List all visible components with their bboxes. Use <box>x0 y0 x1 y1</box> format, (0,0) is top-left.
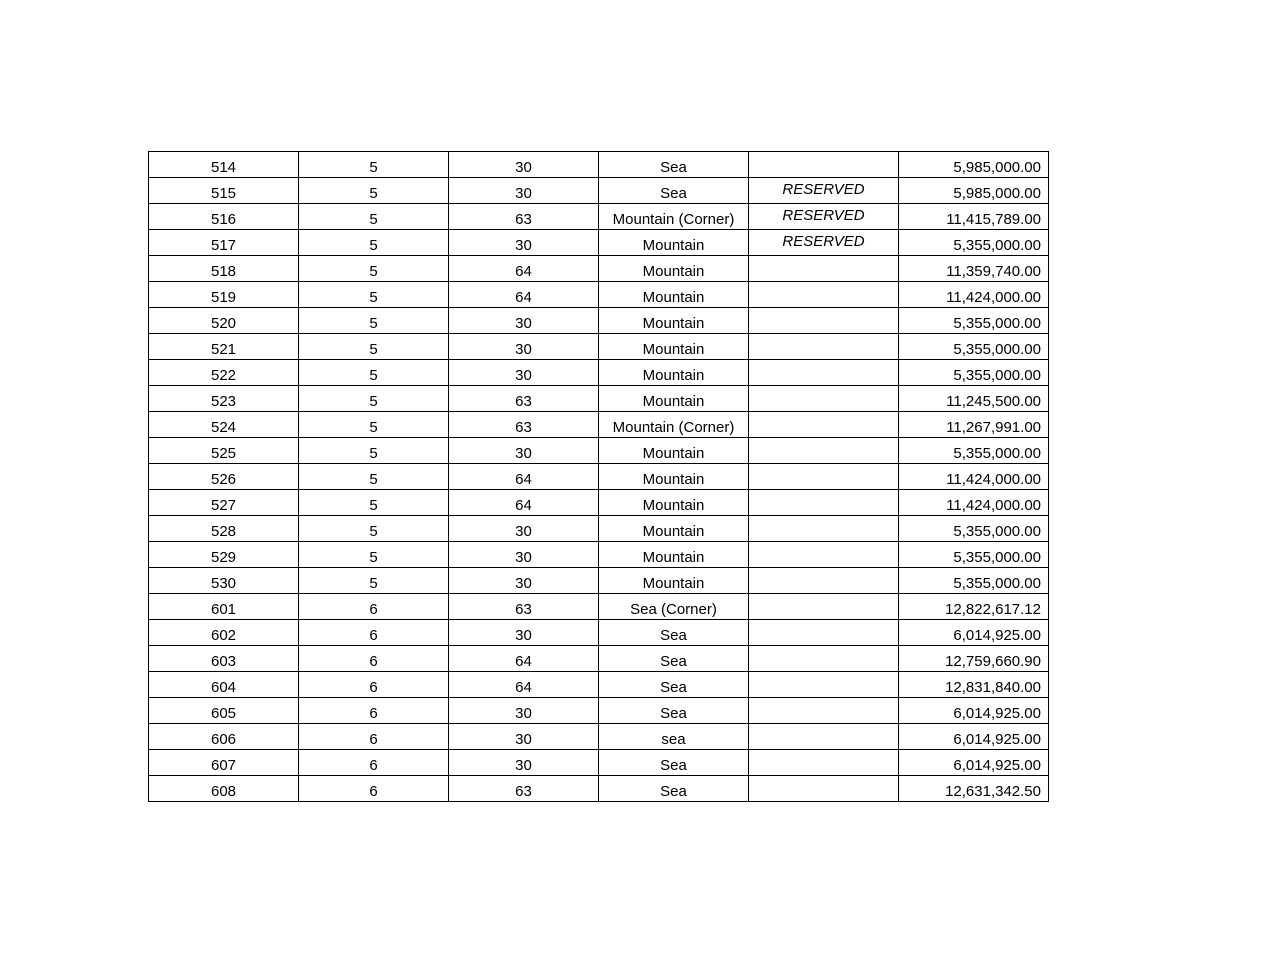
status-cell <box>749 334 899 360</box>
unit-number-cell: 515 <box>149 178 299 204</box>
floor-cell: 5 <box>299 152 449 178</box>
view-cell: Mountain <box>599 360 749 386</box>
price-cell: 5,355,000.00 <box>899 230 1049 256</box>
status-cell <box>749 776 899 802</box>
view-cell: Sea <box>599 698 749 724</box>
floor-cell: 5 <box>299 282 449 308</box>
area-cell: 30 <box>449 360 599 386</box>
floor-cell: 6 <box>299 646 449 672</box>
unit-number-cell: 601 <box>149 594 299 620</box>
area-cell: 30 <box>449 568 599 594</box>
unit-number-cell: 530 <box>149 568 299 594</box>
table-row <box>149 152 1049 178</box>
view-cell: Sea <box>599 178 749 204</box>
floor-cell: 5 <box>299 568 449 594</box>
unit-number-cell: 607 <box>149 750 299 776</box>
area-cell: 63 <box>449 776 599 802</box>
area-cell: 30 <box>449 724 599 750</box>
floor-cell: 5 <box>299 308 449 334</box>
price-cell: 11,424,000.00 <box>899 282 1049 308</box>
view-cell: Mountain <box>599 516 749 542</box>
floor-cell: 5 <box>299 178 449 204</box>
table-row <box>149 438 1049 464</box>
table-row <box>149 230 1049 256</box>
table-row <box>149 750 1049 776</box>
status-cell <box>749 282 899 308</box>
unit-number-cell: 602 <box>149 620 299 646</box>
table-row <box>149 334 1049 360</box>
area-cell: 30 <box>449 334 599 360</box>
price-cell: 5,355,000.00 <box>899 542 1049 568</box>
price-cell: 6,014,925.00 <box>899 724 1049 750</box>
table-row <box>149 360 1049 386</box>
floor-cell: 5 <box>299 360 449 386</box>
price-cell: 6,014,925.00 <box>899 698 1049 724</box>
price-cell: 6,014,925.00 <box>899 620 1049 646</box>
view-cell: Sea <box>599 152 749 178</box>
unit-number-cell: 519 <box>149 282 299 308</box>
table-row <box>149 672 1049 698</box>
status-cell <box>749 386 899 412</box>
status-cell <box>749 490 899 516</box>
area-cell: 30 <box>449 750 599 776</box>
table-row <box>149 204 1049 230</box>
view-cell: Mountain <box>599 568 749 594</box>
price-cell: 5,355,000.00 <box>899 568 1049 594</box>
view-cell: Mountain <box>599 386 749 412</box>
status-cell <box>749 594 899 620</box>
unit-number-cell: 520 <box>149 308 299 334</box>
view-cell: Mountain <box>599 334 749 360</box>
table-row <box>149 776 1049 802</box>
table-row <box>149 256 1049 282</box>
area-cell: 64 <box>449 646 599 672</box>
price-cell: 5,985,000.00 <box>899 152 1049 178</box>
unit-number-cell: 525 <box>149 438 299 464</box>
status-cell <box>749 438 899 464</box>
price-cell: 5,355,000.00 <box>899 308 1049 334</box>
view-cell: Sea <box>599 750 749 776</box>
area-cell: 30 <box>449 620 599 646</box>
unit-number-cell: 603 <box>149 646 299 672</box>
table-row <box>149 646 1049 672</box>
status-cell <box>749 152 899 178</box>
floor-cell: 5 <box>299 386 449 412</box>
area-cell: 64 <box>449 464 599 490</box>
area-cell: 64 <box>449 490 599 516</box>
view-cell: Sea <box>599 646 749 672</box>
area-cell: 64 <box>449 672 599 698</box>
status-cell <box>749 256 899 282</box>
view-cell: Mountain <box>599 542 749 568</box>
area-cell: 30 <box>449 230 599 256</box>
status-cell <box>749 516 899 542</box>
view-cell: Mountain <box>599 490 749 516</box>
table-row <box>149 724 1049 750</box>
status-cell <box>749 568 899 594</box>
view-cell: Mountain (Corner) <box>599 204 749 230</box>
view-cell: Mountain (Corner) <box>599 412 749 438</box>
table-row <box>149 698 1049 724</box>
unit-number-cell: 524 <box>149 412 299 438</box>
view-cell: Sea <box>599 776 749 802</box>
table-row <box>149 542 1049 568</box>
status-cell <box>749 308 899 334</box>
view-cell: Mountain <box>599 282 749 308</box>
table-row <box>149 412 1049 438</box>
status-cell: RESERVED <box>749 178 899 204</box>
table-row <box>149 308 1049 334</box>
table-row <box>149 568 1049 594</box>
price-cell: 5,355,000.00 <box>899 438 1049 464</box>
floor-cell: 6 <box>299 620 449 646</box>
table-row <box>149 178 1049 204</box>
status-cell: RESERVED <box>749 204 899 230</box>
area-cell: 30 <box>449 516 599 542</box>
price-cell: 5,355,000.00 <box>899 516 1049 542</box>
floor-cell: 5 <box>299 542 449 568</box>
view-cell: Mountain <box>599 256 749 282</box>
table-row <box>149 490 1049 516</box>
area-cell: 63 <box>449 412 599 438</box>
status-cell <box>749 750 899 776</box>
area-cell: 30 <box>449 542 599 568</box>
view-cell: Mountain <box>599 438 749 464</box>
table-row <box>149 620 1049 646</box>
floor-cell: 5 <box>299 334 449 360</box>
status-cell <box>749 620 899 646</box>
status-cell <box>749 464 899 490</box>
area-cell: 63 <box>449 594 599 620</box>
price-cell: 12,759,660.90 <box>899 646 1049 672</box>
area-cell: 30 <box>449 178 599 204</box>
area-cell: 63 <box>449 386 599 412</box>
unit-number-cell: 605 <box>149 698 299 724</box>
unit-number-cell: 521 <box>149 334 299 360</box>
unit-number-cell: 526 <box>149 464 299 490</box>
price-cell: 11,424,000.00 <box>899 490 1049 516</box>
price-cell: 11,267,991.00 <box>899 412 1049 438</box>
floor-cell: 6 <box>299 776 449 802</box>
view-cell: Sea <box>599 672 749 698</box>
unit-number-cell: 517 <box>149 230 299 256</box>
unit-number-cell: 523 <box>149 386 299 412</box>
table-row <box>149 594 1049 620</box>
view-cell: Mountain <box>599 464 749 490</box>
status-cell <box>749 698 899 724</box>
price-cell: 5,355,000.00 <box>899 334 1049 360</box>
unit-number-cell: 527 <box>149 490 299 516</box>
area-cell: 30 <box>449 438 599 464</box>
price-cell: 11,245,500.00 <box>899 386 1049 412</box>
view-cell: Mountain <box>599 230 749 256</box>
status-cell <box>749 672 899 698</box>
price-cell: 11,424,000.00 <box>899 464 1049 490</box>
floor-cell: 5 <box>299 412 449 438</box>
table-row <box>149 386 1049 412</box>
floor-cell: 6 <box>299 672 449 698</box>
price-cell: 5,355,000.00 <box>899 360 1049 386</box>
area-cell: 63 <box>449 204 599 230</box>
floor-cell: 5 <box>299 516 449 542</box>
unit-price-table <box>148 151 1049 802</box>
price-cell: 12,822,617.12 <box>899 594 1049 620</box>
table-row <box>149 282 1049 308</box>
area-cell: 64 <box>449 256 599 282</box>
unit-number-cell: 608 <box>149 776 299 802</box>
view-cell: Sea (Corner) <box>599 594 749 620</box>
table-row <box>149 464 1049 490</box>
unit-number-cell: 518 <box>149 256 299 282</box>
area-cell: 30 <box>449 308 599 334</box>
floor-cell: 6 <box>299 724 449 750</box>
view-cell: sea <box>599 724 749 750</box>
view-cell: Sea <box>599 620 749 646</box>
unit-number-cell: 529 <box>149 542 299 568</box>
floor-cell: 5 <box>299 204 449 230</box>
status-cell <box>749 646 899 672</box>
floor-cell: 5 <box>299 490 449 516</box>
price-cell: 12,831,840.00 <box>899 672 1049 698</box>
area-cell: 30 <box>449 152 599 178</box>
floor-cell: 6 <box>299 698 449 724</box>
area-cell: 30 <box>449 698 599 724</box>
unit-number-cell: 522 <box>149 360 299 386</box>
status-cell <box>749 412 899 438</box>
floor-cell: 6 <box>299 594 449 620</box>
floor-cell: 6 <box>299 750 449 776</box>
status-cell <box>749 542 899 568</box>
floor-cell: 5 <box>299 464 449 490</box>
status-cell: RESERVED <box>749 230 899 256</box>
price-cell: 6,014,925.00 <box>899 750 1049 776</box>
price-cell: 12,631,342.50 <box>899 776 1049 802</box>
unit-number-cell: 516 <box>149 204 299 230</box>
unit-number-cell: 514 <box>149 152 299 178</box>
unit-number-cell: 604 <box>149 672 299 698</box>
status-cell <box>749 360 899 386</box>
price-cell: 5,985,000.00 <box>899 178 1049 204</box>
area-cell: 64 <box>449 282 599 308</box>
price-cell: 11,359,740.00 <box>899 256 1049 282</box>
unit-price-table-body <box>149 152 1049 802</box>
floor-cell: 5 <box>299 438 449 464</box>
floor-cell: 5 <box>299 230 449 256</box>
unit-number-cell: 528 <box>149 516 299 542</box>
view-cell: Mountain <box>599 308 749 334</box>
price-cell: 11,415,789.00 <box>899 204 1049 230</box>
unit-number-cell: 606 <box>149 724 299 750</box>
floor-cell: 5 <box>299 256 449 282</box>
status-cell <box>749 724 899 750</box>
table-row <box>149 516 1049 542</box>
